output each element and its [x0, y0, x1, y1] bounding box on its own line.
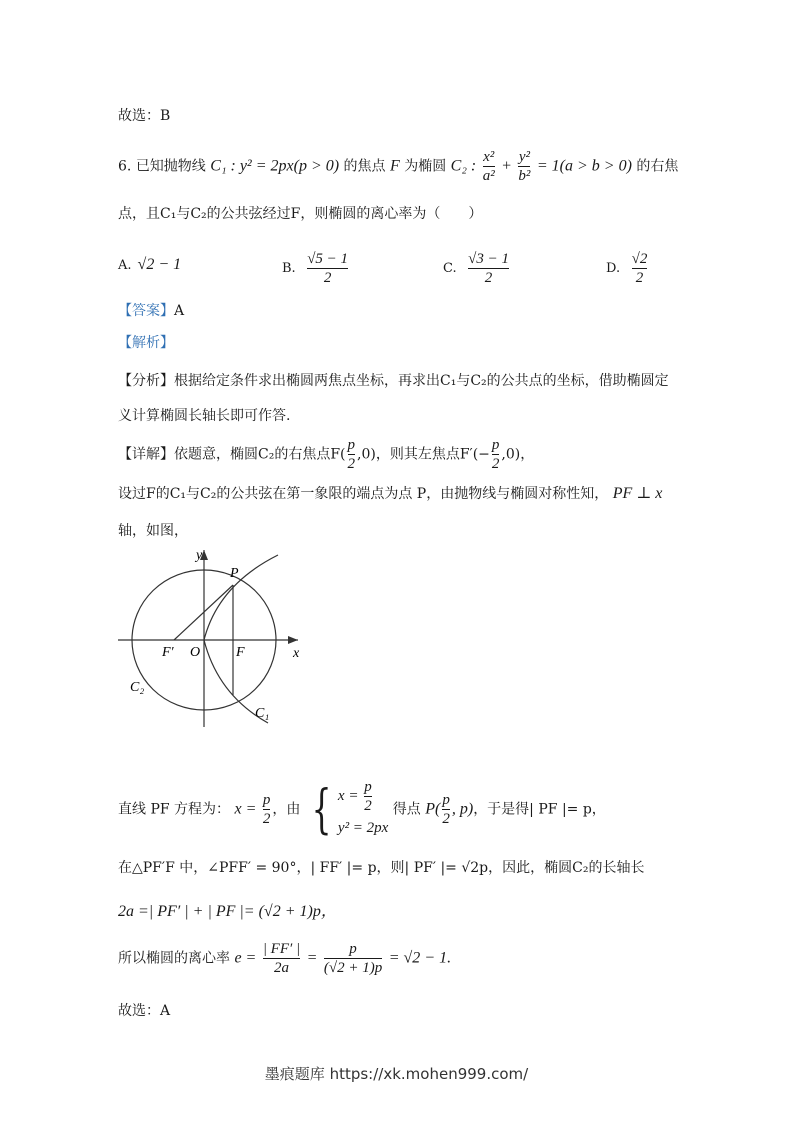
- option-a: A. √2 − 1: [118, 256, 182, 273]
- option-c: C. $\frac{√3 - 1}{2}$: [443, 251, 509, 286]
- fenxi-line1: 【分析】根据给定条件求出椭圆两焦点坐标，再求出C₁与C₂的公共点的坐标，借助椭圆定: [118, 373, 669, 389]
- x-axis-arrow-icon: [288, 636, 298, 644]
- answer-tag: 【答案】: [118, 303, 174, 319]
- label-x: x: [293, 646, 300, 661]
- ellipse-name: C₂ :: [450, 157, 477, 175]
- label-y: y: [196, 548, 203, 563]
- fenxi-tag: 【分析】: [118, 373, 174, 389]
- label-p: P: [230, 566, 239, 581]
- footer-watermark: 墨痕题库 https://xk.mohen999.com/: [264, 1065, 529, 1083]
- equation-system: x = $\frac{p}{2}$ y² = 2px: [337, 779, 389, 836]
- para3: 设过F的C₁与C₂的公共弦在第一象限的端点为点 P，由抛物线与椭圆对称性知， PF ⊥ x: [118, 485, 663, 502]
- xiangjie-tag: 【详解】: [118, 446, 174, 463]
- option-b: B. $\frac{√5 - 1}{2}$: [282, 251, 349, 286]
- question-number: 6.: [118, 158, 132, 175]
- final-answer: 故选：A: [118, 1003, 171, 1019]
- major-axis-line: 2a =| PF′ | + | PF |= (√2 + 1)p，: [118, 903, 337, 920]
- question-stem-line2: 点，且C₁与C₂的公共弦经过F，则椭圆的离心率为（ ）: [118, 206, 483, 222]
- ellipse-parabola-diagram: [118, 545, 308, 730]
- label-c1: C₁: [255, 706, 270, 721]
- label-o: O: [190, 645, 201, 660]
- line-pf-equation: 直线 PF 方程为： x = $\frac{p}{2}$ ，由 { x = $\frac{p}{2}$ y² = 2px 得点 P( $\frac{p}{2}$ , p)，于是得| PF |= p，: [118, 779, 606, 840]
- fenxi-line2: 义计算椭圆长轴长即可作答.: [118, 408, 291, 424]
- parabola-equation: C₁ : y² = 2px(p > 0): [210, 157, 340, 175]
- xiangjie-line: 【详解】依题意，椭圆C₂的右焦点F( $\frac{p}{2}$ ,0)，则其左焦点F′(− $\frac{p}{2}$ ,0)，: [118, 437, 535, 472]
- analysis-tag: 【解析】: [118, 335, 174, 351]
- option-d: D. $\frac{√2}{2}$: [606, 251, 648, 286]
- label-f: F: [236, 645, 245, 660]
- answer-value: A: [174, 303, 185, 319]
- answer-line: [118, 300, 184, 320]
- triangle-line: 在△PF′F 中，∠PFF′ = 90°，| FF′ |= p，则| PF′ |= √2p，因此，椭圆C₂的长轴长: [118, 860, 645, 876]
- question-stem-line1: 6. 已知抛物线 C₁ : y² = 2px(p > 0) 的焦点 F 为椭圆 C₂ : $\frac{\text{x²}}{\text{a²}}$ + $\frac{\text{y²}}{\text{b²}}$ = 1(a > b > 0) 的右焦: [118, 149, 679, 184]
- previous-answer: 故选：B: [118, 108, 171, 124]
- para4: 轴，如图，: [118, 523, 188, 539]
- label-fprime: F′: [162, 645, 174, 660]
- label-c2: C₂: [130, 680, 145, 695]
- ellipse-fraction-x: $\frac{\text{x²}}{\text{a²}}$: [482, 149, 495, 184]
- ellipse-fraction-y: $\frac{\text{y²}}{\text{b²}}$: [518, 149, 531, 184]
- parabola-c1: [204, 555, 278, 723]
- eccentricity-line: 所以椭圆的离心率 e = $\frac{| FF' |}{2a}$ = $\frac{p}{(√2 + 1)p}$ = √2 − 1.: [118, 941, 452, 976]
